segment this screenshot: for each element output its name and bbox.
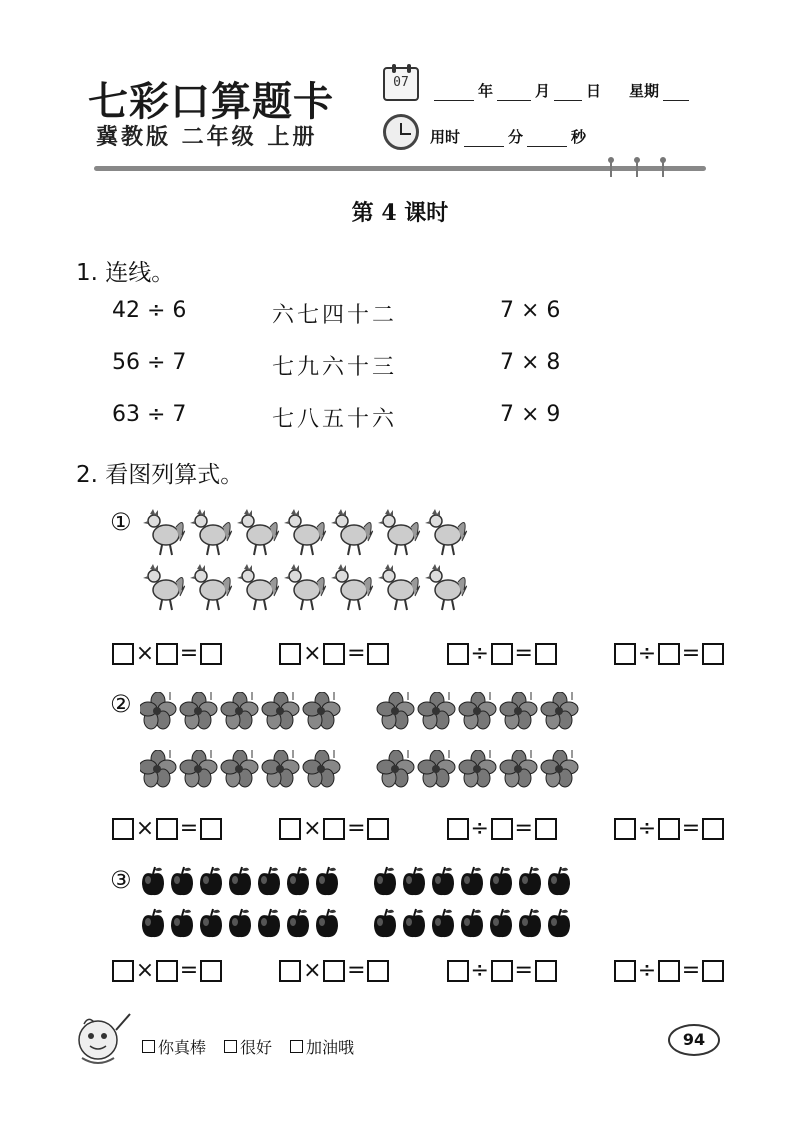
match-middle-item[interactable]: 七八五十六 <box>272 407 398 432</box>
match-left-item[interactable]: 56 ÷ 7 <box>112 350 187 375</box>
page-number: 94 <box>668 1024 720 1056</box>
answer-box[interactable] <box>112 643 134 665</box>
answer-box[interactable] <box>658 818 680 840</box>
answer-box[interactable] <box>200 960 222 982</box>
checkbox[interactable] <box>142 1040 155 1053</box>
answer-box[interactable] <box>702 960 724 982</box>
equation: × = <box>279 818 389 840</box>
match-middle-item[interactable]: 六七四十二 <box>272 303 398 328</box>
calendar-icon <box>383 67 419 101</box>
rating-option[interactable]: 很好 <box>224 1035 272 1058</box>
pin-icon <box>660 157 666 179</box>
part-3-marker: ③ <box>110 866 132 894</box>
mascot-icon <box>72 1010 134 1070</box>
equation-row-2 <box>112 818 724 840</box>
answer-box[interactable] <box>614 818 636 840</box>
rooster-icon-group <box>140 560 470 612</box>
question-2-title: 2. 看图列算式。 <box>76 462 244 488</box>
answer-box[interactable] <box>447 818 469 840</box>
equation: ÷ = <box>447 960 557 982</box>
answer-box[interactable] <box>535 818 557 840</box>
brand-logo: 七彩口算题卡 <box>88 79 334 125</box>
equation: × = <box>112 960 222 982</box>
answer-box[interactable] <box>156 818 178 840</box>
answer-box[interactable] <box>323 960 345 982</box>
calendar-day: 07 <box>393 75 409 90</box>
minute-blank[interactable] <box>464 131 504 147</box>
rooster-icon-group <box>140 505 470 557</box>
answer-box[interactable] <box>323 818 345 840</box>
rooster-icon <box>143 509 185 555</box>
answer-box[interactable] <box>702 818 724 840</box>
answer-box[interactable] <box>658 960 680 982</box>
edition-subtitle: 冀教版 二年级 上册 <box>96 125 318 150</box>
equation-row-1 <box>112 643 724 665</box>
answer-box[interactable] <box>279 960 301 982</box>
checkbox[interactable] <box>290 1040 303 1053</box>
answer-box[interactable] <box>112 818 134 840</box>
lesson-title: 第 4 课时 <box>351 200 449 226</box>
second-blank[interactable] <box>527 131 567 147</box>
question-1-title: 1. 连线。 <box>76 260 175 286</box>
part-2-marker: ② <box>110 690 132 718</box>
equation: × = <box>112 643 222 665</box>
date-fields <box>430 80 693 101</box>
day-label: 日 <box>586 82 602 100</box>
match-right-item[interactable]: 7 × 9 <box>500 402 561 427</box>
match-left-item[interactable]: 63 ÷ 7 <box>112 402 187 427</box>
flower-row <box>140 750 600 790</box>
time-fields <box>430 126 586 147</box>
equation: × = <box>279 643 389 665</box>
rating-option[interactable]: 你真棒 <box>142 1035 206 1058</box>
answer-box[interactable] <box>702 643 724 665</box>
rooster-row <box>140 505 470 557</box>
flower-row <box>140 692 600 732</box>
match-right-item[interactable]: 7 × 6 <box>500 298 561 323</box>
equation: ÷ = <box>614 818 724 840</box>
part-1-marker: ① <box>110 508 132 536</box>
equation: ÷ = <box>447 643 557 665</box>
week-label: 星期 <box>629 82 660 100</box>
header-divider <box>94 166 706 171</box>
apple-row <box>140 866 580 898</box>
year-label: 年 <box>478 82 494 100</box>
equation: ÷ = <box>447 818 557 840</box>
answer-box[interactable] <box>112 960 134 982</box>
answer-box[interactable] <box>367 643 389 665</box>
day-blank[interactable] <box>554 85 582 101</box>
answer-box[interactable] <box>367 818 389 840</box>
answer-box[interactable] <box>614 643 636 665</box>
answer-box[interactable] <box>447 960 469 982</box>
answer-box[interactable] <box>535 643 557 665</box>
answer-box[interactable] <box>447 643 469 665</box>
minute-label: 分 <box>508 128 524 146</box>
equation-row-3 <box>112 960 724 982</box>
week-blank[interactable] <box>663 85 689 101</box>
answer-box[interactable] <box>279 818 301 840</box>
equation: ÷ = <box>614 960 724 982</box>
match-left-item[interactable]: 42 ÷ 6 <box>112 298 187 323</box>
clock-icon <box>383 114 419 150</box>
answer-box[interactable] <box>491 643 513 665</box>
answer-box[interactable] <box>156 960 178 982</box>
answer-box[interactable] <box>491 818 513 840</box>
answer-box[interactable] <box>367 960 389 982</box>
year-blank[interactable] <box>434 85 474 101</box>
answer-box[interactable] <box>156 643 178 665</box>
equation: × = <box>279 960 389 982</box>
equation: × = <box>112 818 222 840</box>
pin-icon <box>608 157 614 179</box>
answer-box[interactable] <box>491 960 513 982</box>
time-label: 用时 <box>430 128 461 146</box>
rating-option[interactable]: 加油哦 <box>290 1035 354 1058</box>
match-middle-item[interactable]: 七九六十三 <box>272 355 398 380</box>
second-label: 秒 <box>571 128 587 146</box>
self-rating <box>142 1035 354 1058</box>
svg-defs <box>0 0 1 1</box>
pin-icon <box>634 157 640 179</box>
checkbox[interactable] <box>224 1040 237 1053</box>
rooster-row <box>140 560 470 612</box>
match-right-item[interactable]: 7 × 8 <box>500 350 561 375</box>
month-label: 月 <box>535 82 551 100</box>
equation: ÷ = <box>614 643 724 665</box>
answer-box[interactable] <box>323 643 345 665</box>
answer-box[interactable] <box>614 960 636 982</box>
answer-box[interactable] <box>200 643 222 665</box>
answer-box[interactable] <box>535 960 557 982</box>
answer-box[interactable] <box>658 643 680 665</box>
answer-box[interactable] <box>279 643 301 665</box>
answer-box[interactable] <box>200 818 222 840</box>
month-blank[interactable] <box>497 85 531 101</box>
apple-row <box>140 908 580 940</box>
